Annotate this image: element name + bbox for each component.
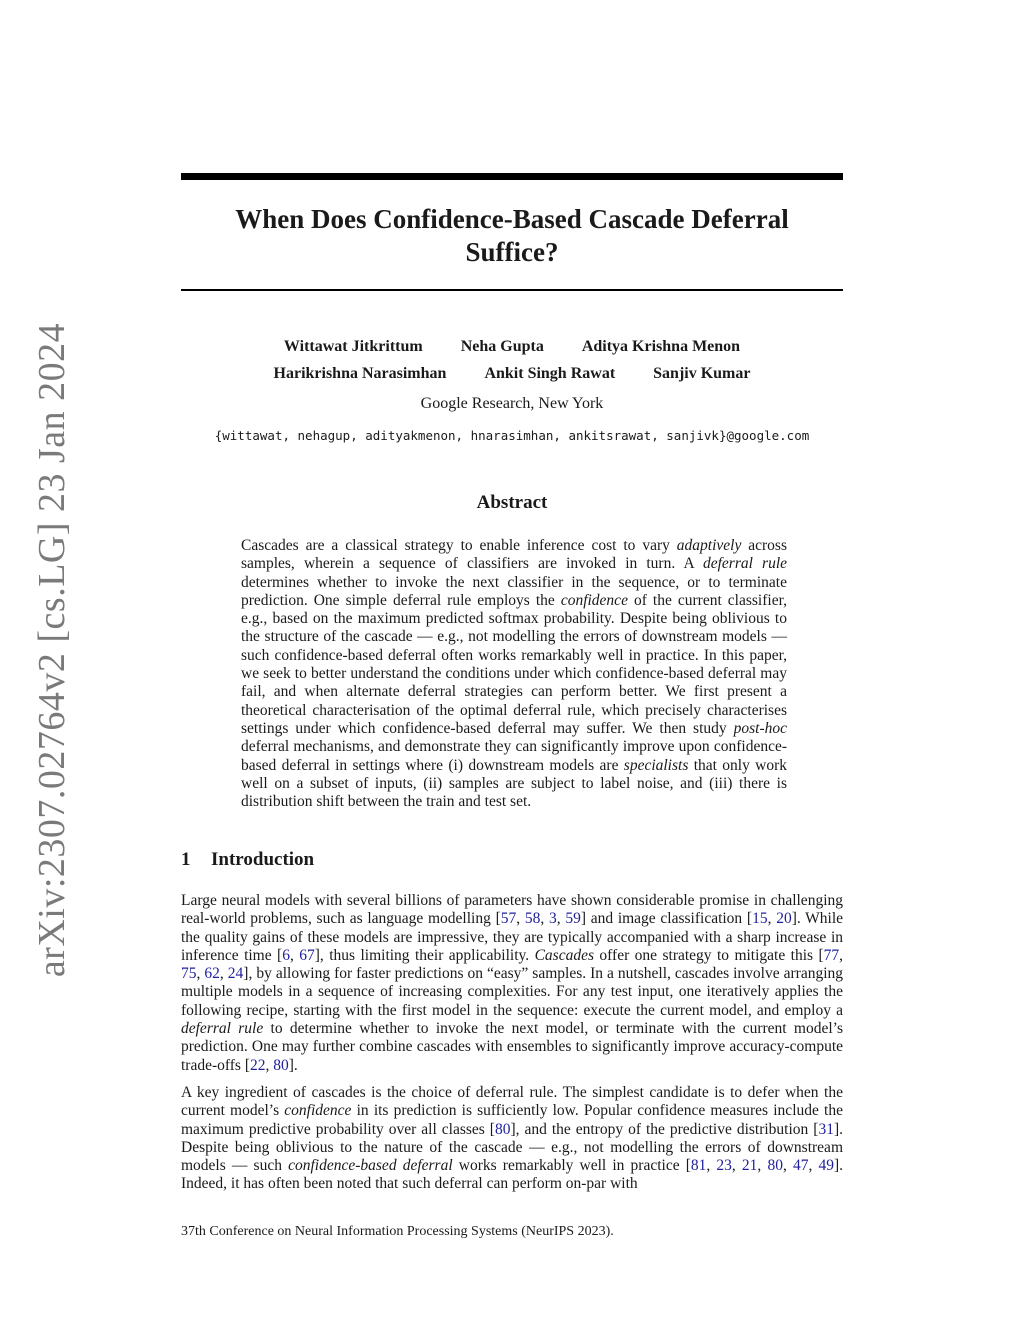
citation-link[interactable]: 75 bbox=[181, 965, 197, 983]
citation-link[interactable]: 31 bbox=[818, 1120, 834, 1138]
intro-paragraph-1: Large neural models with several billions of parameters have shown considerable promise in challenging real-world problems, such as language modelling [57, 58, 3, 59] and image classification [15, 20]. While the quality gains of these models are impressive, they are typically accompanied with a sharp increase in inference time [6, 67], thus limiting their applicability. Cascades offer one strategy to mitigate this [77, 75, 62, 24], by allowing for faster predictions on “easy” samples. In a nutshell, cascades involve arranging multiple models in a sequence of increasing complexities. For any test input, one iteratively applies the following recipe, starting with the first model in the sequence: execute the current model, and employ a deferral rule to determine whether to invoke the next model, or terminate with the current model’s prediction. One may further combine cascades with ensembles to significantly improve accuracy-compute trade-offs [22, 80]. bbox=[181, 892, 844, 1074]
citation-link[interactable]: 3 bbox=[548, 910, 557, 928]
citation-link[interactable]: 23 bbox=[716, 1157, 732, 1175]
author-name: Neha Gupta bbox=[460, 338, 544, 355]
citation-link[interactable]: 59 bbox=[565, 910, 581, 928]
title-top-rule bbox=[181, 173, 843, 180]
citation-link[interactable]: 81 bbox=[690, 1157, 707, 1175]
author-row bbox=[181, 364, 843, 384]
citation-link[interactable]: 49 bbox=[818, 1157, 834, 1175]
citation-link[interactable]: 67 bbox=[299, 946, 315, 964]
section-heading-introduction bbox=[181, 849, 314, 871]
citation-link[interactable]: 80 bbox=[494, 1120, 511, 1138]
author-name: Aditya Krishna Menon bbox=[581, 338, 741, 355]
citation-link[interactable]: 20 bbox=[776, 910, 792, 928]
title-bottom-rule bbox=[181, 289, 843, 291]
section-title: Introduction bbox=[211, 849, 315, 870]
citation-link[interactable]: 21 bbox=[741, 1157, 758, 1175]
affiliation: Google Research, New York bbox=[420, 395, 604, 412]
conference-footnote: 37th Conference on Neural Information Processing Systems (NeurIPS 2023). bbox=[181, 1224, 614, 1239]
author-name: Ankit Singh Rawat bbox=[484, 365, 616, 382]
abstract-heading: Abstract bbox=[476, 492, 548, 513]
citation-link[interactable]: 6 bbox=[282, 946, 290, 964]
citation-link[interactable]: 24 bbox=[227, 965, 244, 983]
author-name: Harikrishna Narasimhan bbox=[273, 365, 447, 382]
citation-link[interactable]: 57 bbox=[500, 910, 517, 928]
citation-link[interactable]: 80 bbox=[767, 1157, 783, 1175]
citation-link[interactable]: 80 bbox=[273, 1056, 289, 1074]
intro-paragraph-2: A key ingredient of cascades is the choice of deferral rule. The simplest candidate is to defer when the current model’s confidence in its prediction is sufficiently low. Popular confidence measures include the maximum predictive probability over all classes [80], and the entropy of the predictive distribution [31]. Despite being oblivious to the nature of the cascade — e.g., not modelling the errors of downstream models — such confidence-based deferral works remarkably well in practice [81, 23, 21, 80, 47, 49]. Indeed, it has often been noted that such deferral can perform on-par with bbox=[181, 1084, 844, 1193]
citation-link[interactable]: 15 bbox=[752, 910, 768, 928]
citation-link[interactable]: 22 bbox=[250, 1056, 266, 1074]
author-row bbox=[181, 337, 843, 357]
arxiv-identifier: arXiv:2307.02764v2 [cs.LG] 23 Jan 2024 bbox=[31, 322, 73, 978]
section-number: 1 bbox=[181, 849, 191, 870]
paper-title bbox=[181, 203, 843, 269]
abstract-text: Cascades are a classical strategy to enable inference cost to vary adaptively across samples, wherein a sequence of classifiers are invoked in turn. A deferral rule determines whether to invoke the next classifier in the sequence, or to terminate prediction. One simple deferral rule employs the confidence of the current classifier, e.g., based on the maximum predicted softmax probability. Despite being oblivious to the structure of the cascade — e.g., not modelling the errors of downstream models — such confidence-based deferral often works remarkably well in practice. In this paper, we seek to better understand the conditions under which confidence-based deferral may fail, and when alternate deferral strategies can perform better. We first present a theoretical characterisation of the optimal deferral rule, which precisely characterises settings under which confidence-based deferral may suffer. We then study post-hoc deferral mechanisms, and demonstrate they can significantly improve upon confidence-based deferral in settings where (i) downstream models are specialists that only work well on a subset of inputs, (ii) samples are subject to label noise, and (iii) there is distribution shift between the train and test set. bbox=[241, 537, 788, 811]
citation-link[interactable]: 47 bbox=[792, 1157, 809, 1175]
author-name: Sanjiv Kumar bbox=[653, 365, 751, 382]
citation-link[interactable]: 62 bbox=[204, 965, 220, 983]
title-line: Suffice? bbox=[465, 237, 559, 267]
citation-link[interactable]: 58 bbox=[524, 910, 541, 928]
citation-link[interactable]: 77 bbox=[823, 946, 840, 964]
author-name: Wittawat Jitkrittum bbox=[283, 338, 423, 355]
title-line: When Does Confidence-Based Cascade Deferral bbox=[235, 204, 789, 234]
author-emails: {wittawat, nehagup, adityakmenon, hnarasimhan, ankitsrawat, sanjivk}@google.com bbox=[214, 428, 810, 443]
